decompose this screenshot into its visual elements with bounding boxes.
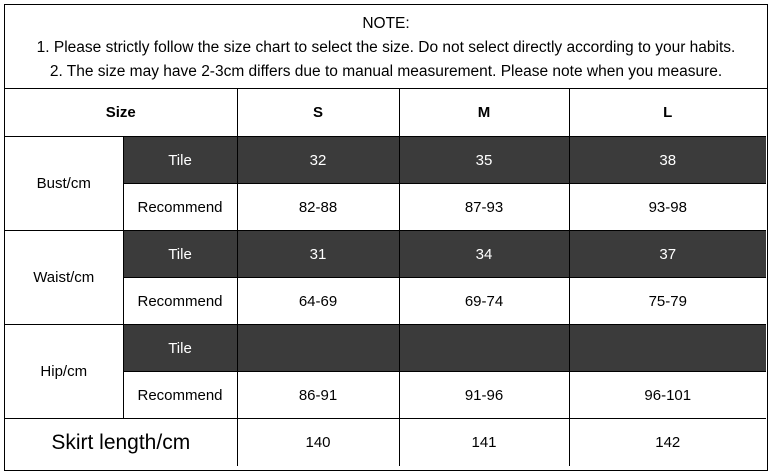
bust-recommend-label: Recommend bbox=[123, 184, 237, 231]
hip-label: Hip/cm bbox=[5, 325, 123, 419]
waist-tile-row bbox=[5, 231, 766, 278]
size-s-header: S bbox=[237, 89, 399, 137]
waist-recommend-s: 64-69 bbox=[237, 278, 399, 325]
size-table bbox=[5, 89, 766, 466]
size-l-header: L bbox=[569, 89, 766, 137]
bust-recommend-l: 93-98 bbox=[569, 184, 766, 231]
bust-tile-label: Tile bbox=[123, 137, 237, 184]
skirt-length-l: 142 bbox=[569, 419, 766, 467]
waist-recommend-label: Recommend bbox=[123, 278, 237, 325]
skirt-length-s: 140 bbox=[237, 419, 399, 467]
size-chart bbox=[4, 4, 768, 471]
skirt-length-label: Skirt length/cm bbox=[5, 419, 237, 467]
bust-label: Bust/cm bbox=[5, 137, 123, 231]
bust-recommend-s: 82-88 bbox=[237, 184, 399, 231]
size-header: Size bbox=[5, 89, 237, 137]
table-header-row bbox=[5, 89, 766, 137]
bust-tile-s: 32 bbox=[237, 137, 399, 184]
waist-label: Waist/cm bbox=[5, 231, 123, 325]
note-line-2: 2. The size may have 2-3cm differs due to manual measurement. Please note when you measure. bbox=[49, 63, 723, 80]
hip-tile-label: Tile bbox=[123, 325, 237, 372]
hip-recommend-m: 91-96 bbox=[399, 372, 569, 419]
skirt-length-row bbox=[5, 419, 766, 467]
hip-recommend-s: 86-91 bbox=[237, 372, 399, 419]
hip-tile-m bbox=[399, 325, 569, 372]
skirt-length-m: 141 bbox=[399, 419, 569, 467]
waist-tile-label: Tile bbox=[123, 231, 237, 278]
hip-tile-row bbox=[5, 325, 766, 372]
bust-tile-m: 35 bbox=[399, 137, 569, 184]
note-title: NOTE: bbox=[362, 15, 410, 32]
waist-tile-l: 37 bbox=[569, 231, 766, 278]
hip-recommend-label: Recommend bbox=[123, 372, 237, 419]
note-line-1: 1. Please strictly follow the size chart to select the size. Do not select directly according to your habits. bbox=[36, 39, 736, 56]
hip-tile-s bbox=[237, 325, 399, 372]
note-box bbox=[5, 5, 767, 89]
bust-tile-row bbox=[5, 137, 766, 184]
size-m-header: M bbox=[399, 89, 569, 137]
bust-recommend-m: 87-93 bbox=[399, 184, 569, 231]
waist-recommend-m: 69-74 bbox=[399, 278, 569, 325]
waist-tile-m: 34 bbox=[399, 231, 569, 278]
waist-tile-s: 31 bbox=[237, 231, 399, 278]
waist-recommend-l: 75-79 bbox=[569, 278, 766, 325]
hip-tile-l bbox=[569, 325, 766, 372]
hip-recommend-l: 96-101 bbox=[569, 372, 766, 419]
bust-tile-l: 38 bbox=[569, 137, 766, 184]
